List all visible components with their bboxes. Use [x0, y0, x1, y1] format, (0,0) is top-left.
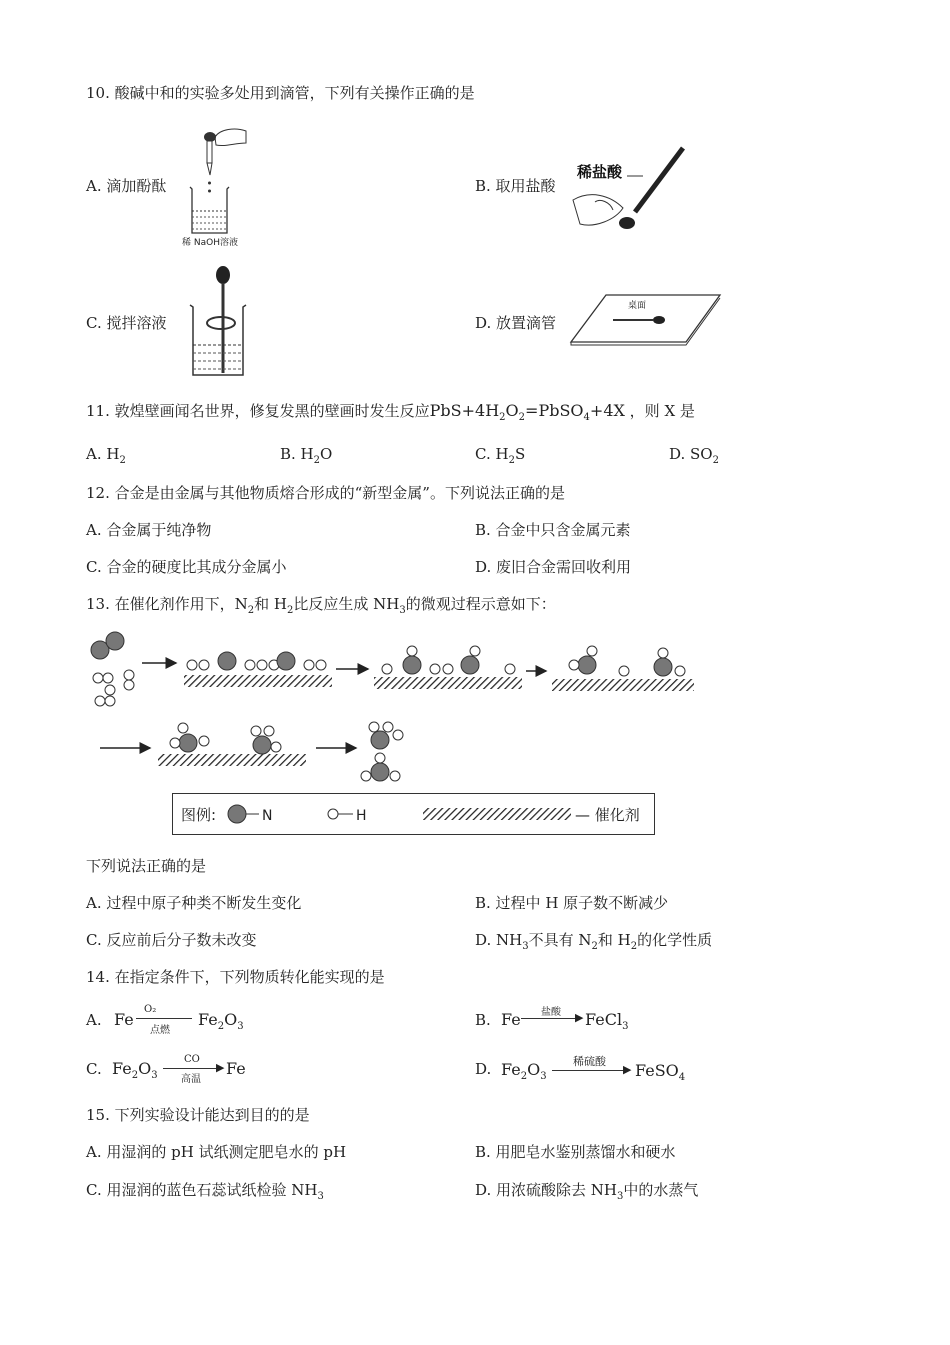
- legend-n-label: N: [262, 808, 273, 824]
- q13-option-a: A. 过程中原子种类不断发生变化: [86, 894, 302, 912]
- q10-image-d-label: 桌面: [628, 301, 647, 311]
- q13-reaction-diagram: [80, 625, 720, 795]
- q11-stem-post: ，则 X 是: [629, 402, 695, 420]
- q10-option-a: A. 滴加酚酞: [86, 177, 167, 195]
- q11-stem: [86, 400, 695, 423]
- stage5-nh3-adsorbed: [158, 723, 306, 766]
- legend-title: 图例:: [181, 806, 217, 824]
- stage2-adsorbed: [184, 652, 332, 687]
- q15-option-a: A. 用湿润的 pH 试纸测定肥皂水的 pH: [86, 1143, 347, 1161]
- q13-option-c: C. 反应前后分子数未改变: [86, 931, 257, 949]
- stage6-nh3-released: [361, 722, 403, 781]
- q11-equation: [429, 401, 625, 424]
- q11-eq-part1: PbS+4H: [429, 401, 500, 420]
- legend-h-atom-icon: [328, 809, 338, 819]
- q10-image-a: [180, 125, 265, 250]
- q14-c-arrow: [163, 1068, 221, 1069]
- stage1-molecules: [91, 632, 134, 706]
- q14-stem: 14. 在指定条件下，下列物质转化能实现的是: [86, 968, 385, 986]
- q11-eq-part2: O: [505, 401, 519, 420]
- q14-d-arrow: [552, 1070, 628, 1071]
- q10-image-b-label: 稀盐酸: [577, 163, 623, 181]
- legend-catalyst-label: — 催化剂: [575, 806, 640, 824]
- q10-stem: 10. 酸碱中和的实验多处用到滴管，下列有关操作正确的是: [86, 84, 475, 102]
- q10-option-c: C. 搅拌溶液: [86, 314, 167, 332]
- q12-option-a: A. 合金属于纯净物: [86, 521, 212, 539]
- q15-option-c: C. 用湿润的蓝色石蕊试纸检验 $NH_3$: [86, 1181, 324, 1202]
- q11-eq-part3: =PbSO: [525, 401, 584, 420]
- q12-option-d: D. 废旧合金需回收利用: [475, 558, 632, 576]
- q13-stem: 13. 在催化剂作用下，$N_2$和 $H_2$比反应生成 $NH_3$的微观过程示意如下：: [86, 595, 556, 616]
- q11-option-d: D. $SO_2$: [669, 445, 719, 466]
- q11-option-a: A. $H_2$: [86, 445, 126, 466]
- q14-a-arrow: [136, 1018, 192, 1019]
- q10-option-d: D. 放置滴管: [475, 314, 557, 332]
- q13-option-b: B. 过程中 H 原子数不断减少: [475, 894, 669, 912]
- legend-n-atom-icon: [228, 805, 246, 823]
- q12-stem: 12. 合金是由金属与其他物质熔合形成的“新型金属”。下列说法正确的是: [86, 484, 565, 502]
- q15-stem: 15. 下列实验设计能达到目的的是: [86, 1106, 310, 1124]
- q10-option-b: B. 取用盐酸: [475, 177, 556, 195]
- q10-image-c: [185, 265, 255, 380]
- q13-option-d: D. $NH_3$不具有 $N_2$和 $H_2$的化学性质: [475, 931, 713, 952]
- q11-option-b: B. $H_2O$: [280, 445, 333, 466]
- legend-h-label: H: [356, 808, 367, 824]
- q15-option-b: B. 用肥皂水鉴别蒸馏水和硬水: [475, 1143, 676, 1161]
- q11-eq-sub2: 2: [518, 412, 526, 424]
- q13-legend-graphics: [173, 794, 654, 834]
- q10-image-b: [565, 140, 690, 235]
- q12-option-b: B. 合金中只含金属元素: [475, 521, 631, 539]
- q11-eq-part4: +4X: [589, 401, 625, 420]
- stage4-nh-nh2: [552, 646, 694, 691]
- q11-stem-text: 11. 敦煌壁画闻名世界，修复发黑的壁画时发生反应: [86, 402, 430, 420]
- q13-sub-stem: 下列说法正确的是: [86, 857, 207, 875]
- q15-option-d: D. 用浓硫酸除去 $NH_3$中的水蒸气: [475, 1181, 699, 1202]
- q12-option-c: C. 合金的硬度比其成分金属小: [86, 558, 287, 576]
- q11-eq-sub3: 4: [583, 412, 590, 424]
- q10-image-a-label: 稀 NaOH溶液: [182, 238, 238, 248]
- q13-legend: [172, 793, 655, 835]
- q11-eq-sub1: 2: [499, 412, 506, 424]
- q10-image-d: [568, 290, 728, 348]
- legend-catalyst-swatch: [423, 808, 571, 820]
- q11-option-c: C. $H_2S$: [475, 445, 526, 466]
- q14-b-arrow: [521, 1018, 581, 1019]
- stage3-dissociated: [374, 646, 522, 689]
